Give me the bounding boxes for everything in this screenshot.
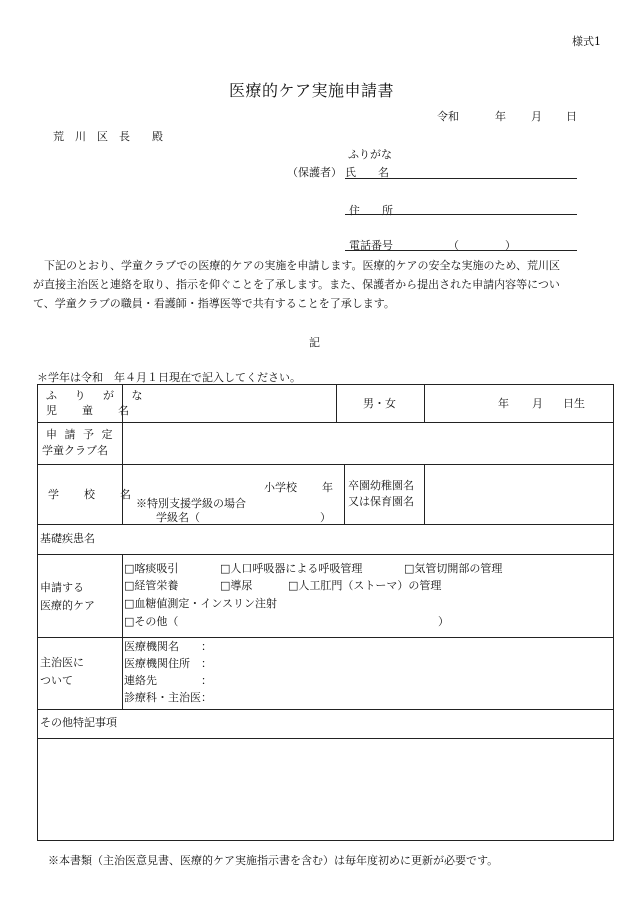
special-class-label: 学級名（	[156, 511, 200, 524]
intro-line: て、学童クラブの職員・看護師・指導医等で共有することを了承します。	[33, 297, 395, 310]
care-option-insulin[interactable]: □血糖値測定・インスリン注射	[124, 597, 278, 610]
intro-line: が直接主治医と連絡を取り、指示を仰ぐことを了承します。また、保護者から提出された申請内容等につい	[33, 278, 560, 291]
date-day: 日	[566, 110, 577, 123]
intro-paragraph	[33, 256, 603, 313]
guardian-phone-label: 電話番号	[349, 239, 393, 252]
kinder-label-1: 卒園幼稚園名	[348, 479, 414, 492]
care-label-1: 申請する	[40, 581, 84, 594]
guardian-name-label: 氏 名	[345, 166, 389, 179]
gender-select[interactable]: 男・女	[363, 397, 396, 410]
child-furigana-label: ふ り が な	[46, 389, 150, 402]
guardian-phone-paren-close: ）	[505, 239, 516, 252]
guardian-role: （保護者）	[287, 166, 342, 179]
date-month: 月	[531, 110, 542, 123]
date-year: 年	[495, 110, 506, 123]
birth-month: 月	[532, 397, 543, 410]
doctor-label-2: ついて	[40, 674, 73, 687]
disease-label: 基礎疾患名	[40, 532, 95, 545]
doctor-field-department[interactable]: 診療科・主治医：	[124, 691, 212, 704]
child-name-label: 児 童 名	[46, 404, 136, 417]
grade-note: ＊学年は令和 年４月１日現在で記入してください。	[37, 371, 301, 384]
guardian-phone-paren-open: （	[448, 239, 459, 252]
doctor-field-address[interactable]: 医療機関住所 ：	[124, 657, 212, 670]
doctor-field-institution[interactable]: 医療機関名 ：	[124, 640, 212, 653]
birth-day: 日生	[563, 397, 585, 410]
kinder-label-2: 又は保育園名	[348, 495, 414, 508]
care-option-suction[interactable]: □喀痰吸引	[124, 562, 179, 575]
guardian-name-field[interactable]	[345, 178, 577, 179]
disease-field[interactable]	[124, 525, 612, 553]
club-label-2: 学童クラブ名	[42, 444, 108, 457]
guardian-furigana: ふりがな	[348, 148, 392, 161]
doctor-field-contact[interactable]: 連絡先 ：	[124, 674, 212, 687]
child-name-field[interactable]	[124, 386, 334, 421]
special-class-note: ※特別支援学級の場合	[136, 497, 246, 510]
guardian-address-label: 住 所	[349, 204, 393, 217]
doctor-label-1: 主治医に	[40, 656, 84, 669]
birth-year: 年	[498, 397, 509, 410]
care-label-2: 医療的ケア	[40, 599, 95, 612]
elementary-suffix: 小学校	[264, 481, 297, 494]
other-notes-field[interactable]	[40, 740, 612, 838]
other-notes-label: その他特記事項	[40, 716, 117, 729]
ki-heading: 記	[309, 336, 320, 349]
school-label: 学 校 名	[48, 488, 138, 501]
kinder-name-field[interactable]	[426, 465, 612, 523]
care-option-other[interactable]: □その他（	[124, 615, 179, 628]
club-name-field[interactable]	[124, 423, 612, 463]
care-option-other-close: ）	[438, 615, 449, 628]
page-title: 医療的ケア実施申請書	[229, 81, 395, 100]
application-form-table	[37, 384, 614, 841]
grade-suffix: 年	[322, 481, 333, 494]
club-label-1: 申 請 予 定	[46, 428, 115, 441]
intro-line: 下記のとおり、学童クラブでの医療的ケアの実施を申請します。医療的ケアの安全な実施のため、荒川区	[33, 259, 561, 272]
care-option-ventilator[interactable]: □人口呼吸器による呼吸管理	[220, 562, 363, 575]
special-class-close: ）	[320, 511, 331, 524]
care-option-tracheostomy[interactable]: □気管切開部の管理	[404, 562, 503, 575]
care-option-stoma[interactable]: □人工肛門（ストーマ）の管理	[288, 579, 442, 592]
guardian-address-field[interactable]	[345, 214, 577, 215]
care-option-tube-feeding[interactable]: □経管栄養	[124, 579, 179, 592]
care-option-catheter[interactable]: □導尿	[220, 579, 253, 592]
guardian-phone-field[interactable]	[345, 250, 577, 251]
footer-note: ※本書類（主治医意見書、医療的ケア実施指示書を含む）は毎年度初めに更新が必要です。	[48, 854, 499, 867]
addressee: 荒 川 区 長 殿	[53, 130, 163, 143]
form-id: 様式1	[572, 35, 601, 48]
date-era: 令和	[437, 110, 459, 123]
